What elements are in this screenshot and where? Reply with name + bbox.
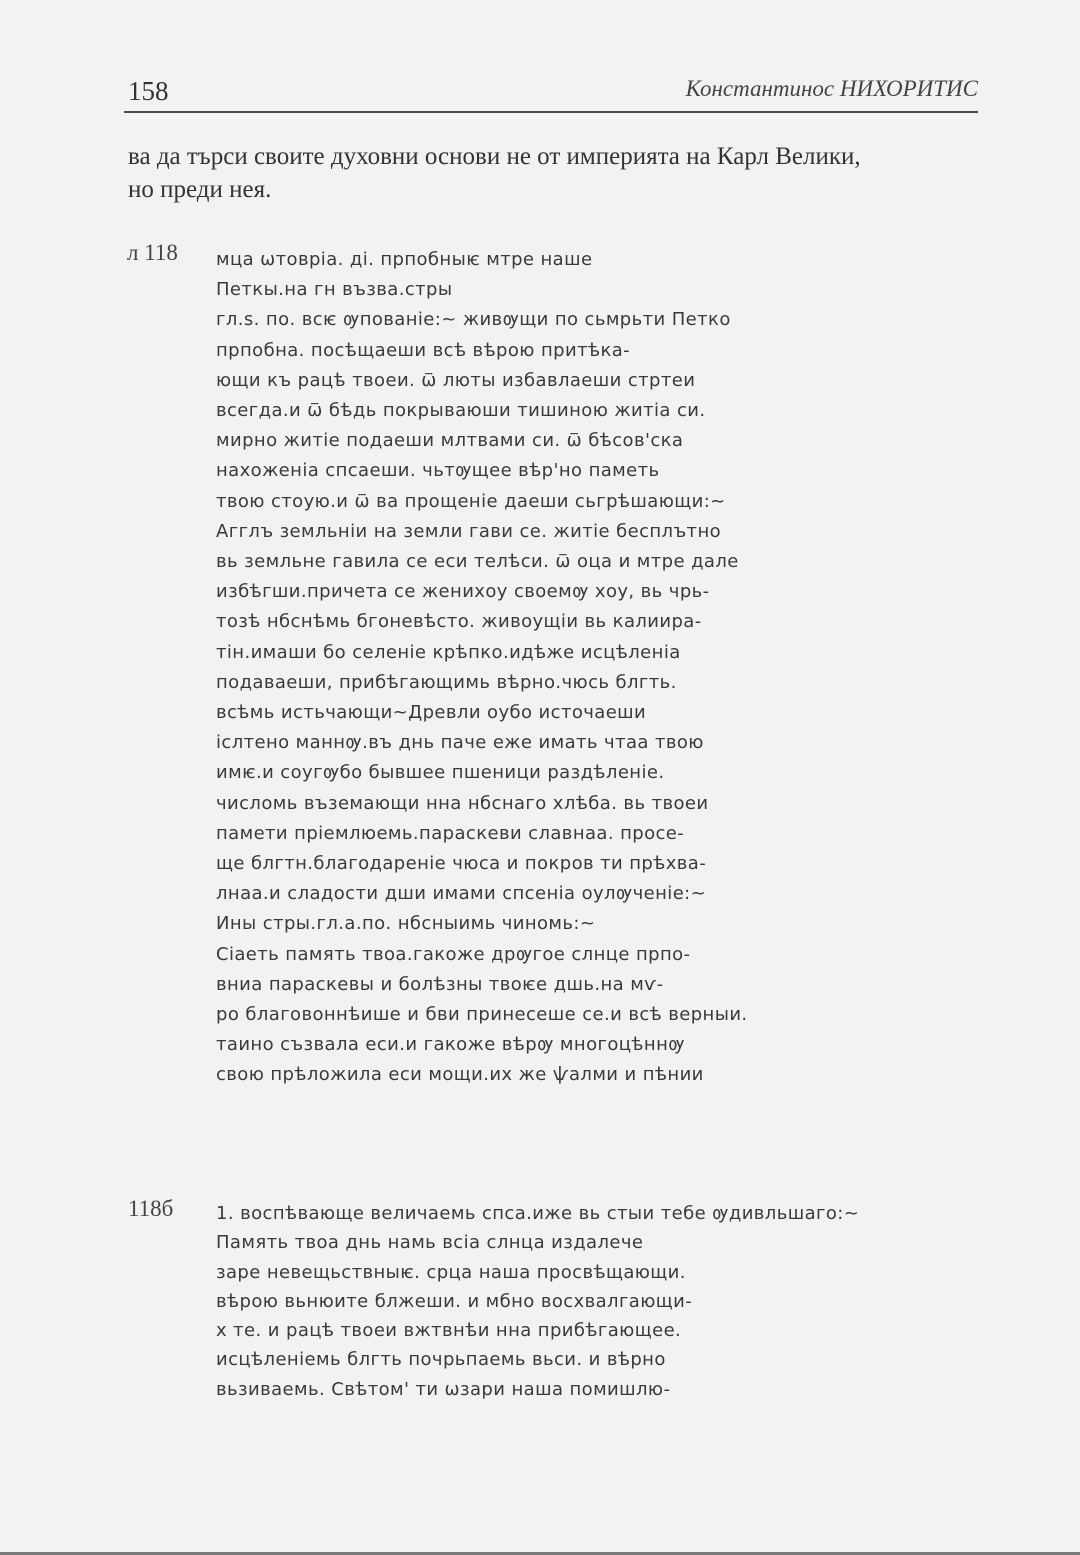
text-line: избѣгши.причета се женихоу своемѹ хоу, вь чрь- xyxy=(216,581,710,603)
text-line: имѥ.и соугѹбо бывшее пшеници раздѣленіе. xyxy=(216,762,665,784)
text-line: прпобна. посѣщаеши всѣ вѣрою притѣка- xyxy=(216,339,631,361)
text-line: вниа параскевы и болѣзны твоѥе дшь.на мѵ- xyxy=(216,973,664,995)
text-line: свою прѣложила еси мощи.их же ѱалми и пѣнии xyxy=(216,1064,704,1086)
text-line: заре невещьствныѥ. срца наша просвѣщающи. xyxy=(216,1261,686,1283)
text-line: іслтено маннѹ.въ днь паче еже имать чтаа твою xyxy=(216,732,704,754)
text-line: числомь въземающи нна нбснаго хлѣба. вь твоеи xyxy=(216,792,709,814)
text-line: 1. воспѣвающе величаемь спса.иже вь стыи тебе ѹдивльшаго:~ xyxy=(216,1203,860,1224)
text-line: таино съзвала еси.и гакоже вѣрѹ многоцѣннѹ xyxy=(216,1034,685,1056)
running-title: Константинос НИХОРИТИС xyxy=(685,76,978,101)
text-line: тін.имаши бо селеніе крѣпко.идѣже исцѣленіа xyxy=(216,641,681,663)
folio-marker: 118б xyxy=(128,1196,174,1221)
text-line: вь земльне гавила се еси телѣси. ѿ оца и мтре дале xyxy=(216,551,739,573)
text-line: ще блгтн.благодареніе чюса и покров ти прѣхва- xyxy=(216,853,707,875)
page-number: 158 xyxy=(128,76,169,106)
text-line: нахоженіа спсаеши. чьтѹщее вѣр'но паметь xyxy=(216,460,660,482)
text-line: подаваеши, прибѣгающимь вѣрно.чюсь блгть. xyxy=(216,671,677,693)
text-line: памети пріемлюемь.параскеви славнаа. просе- xyxy=(216,822,685,844)
text-line: гл.ѕ. по. всѥ ѹпованіе:~ живѹщи по сьмрьти Петко xyxy=(216,309,731,331)
intro-line: но преди нея. xyxy=(128,176,272,203)
text-line: мирно житіе подаеши млтвами си. ѿ бѣсов'ска xyxy=(216,430,684,452)
text-line: вьзиваемь. Свѣтом' ти ѡзари наша помишлю- xyxy=(216,1378,671,1400)
text-line: Ины стры.гл.а.по. нбсныимь чиномь:~ xyxy=(216,913,596,935)
intro-line: ва да търси своите духовни основи не от империята на Карл Велики, xyxy=(128,143,861,170)
text-line: всѣмь истьчающи~Древли оубо источаеши xyxy=(216,702,647,724)
text-line: исцѣленіемь блгть почрьпаемь вьси. и вѣрно xyxy=(216,1349,666,1371)
header-rule xyxy=(124,111,978,113)
text-line: Сіаеть память твоа.гакоже дрѹгое слнце прпо- xyxy=(216,943,691,965)
text-line: лнаа.и сладости дши имами спсеніа оулѹченіе:~ xyxy=(216,883,707,905)
text-line: всегда.и ѿ бѣдь покрываюши тишиною житіа си. xyxy=(216,400,706,422)
text-line: х те. и рацѣ твоеи вжтвнѣи нна прибѣгающее. xyxy=(216,1320,682,1342)
text-line: Петкы.на гн възва.стры xyxy=(216,279,453,301)
text-line: Память твоа днь намь всіа слнца издалече xyxy=(216,1232,644,1254)
text-line: ро благовоннѣише и бви принесеше се.и всѣ верныи. xyxy=(216,1004,748,1026)
folio-marker: л 118 xyxy=(127,240,178,265)
text-line: вѣрою вьнюите блжеши. и мбно восхвалгающи- xyxy=(216,1290,693,1312)
intro-paragraph xyxy=(128,140,988,206)
text-line: твою стоую.и ѿ ва прощеніе даеши сьгрѣшающи:~ xyxy=(216,490,726,512)
text-line: ющи къ рацѣ твоеи. ѿ люты избавлаеши стртеи xyxy=(216,369,696,391)
text-line: тозѣ нбснѣмь бгоневѣсто. живоущіи вь калиира- xyxy=(216,611,702,633)
text-line: мца ѡтовріа. ді. прпобныѥ мтре наше xyxy=(216,249,593,270)
slavonic-text-block xyxy=(216,245,748,1091)
text-line: Агглъ земльніи на земли гави се. житіе бесплътно xyxy=(216,520,722,542)
slavonic-text-block xyxy=(216,1199,859,1404)
